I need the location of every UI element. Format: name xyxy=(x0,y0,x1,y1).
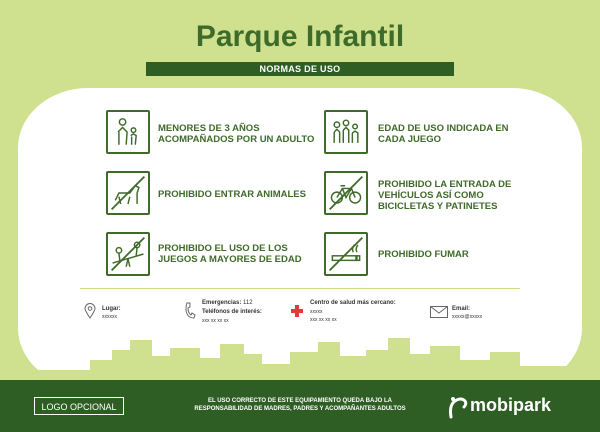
children-ages-icon xyxy=(324,110,368,154)
phones-label: Teléfonos de interés: xyxy=(202,309,262,315)
brand-name: mobipark xyxy=(470,395,552,415)
emergencies-line: Emergencias: 112 xyxy=(202,300,253,306)
adult-with-child-icon xyxy=(106,110,150,154)
health-cross-icon xyxy=(290,304,304,318)
mobipark-logo-icon xyxy=(447,395,469,419)
rule-text: EDAD DE USO INDICADA EN CADA JUEGO xyxy=(378,123,509,145)
phones-value: xxx xx xx xx xyxy=(202,318,229,324)
no-smoking-icon xyxy=(324,232,368,276)
page-title: Parque Infantil xyxy=(195,20,405,53)
phone-icon xyxy=(184,302,196,320)
rule-text: PROHIBIDO FUMAR xyxy=(378,249,469,260)
footer-note-line1: EL USO CORRECTO DE ESTE EQUIPAMIENTO QUEDA BAJO LA xyxy=(207,398,393,404)
no-bicycles-icon xyxy=(324,171,368,215)
subtitle-bar: NORMAS DE USO xyxy=(146,62,454,76)
rule-text: MENORES DE 3 AÑOS ACOMPAÑADOS POR UN ADULTO xyxy=(158,123,315,145)
mail-icon xyxy=(430,306,448,318)
no-dogs-icon xyxy=(106,171,150,215)
divider xyxy=(80,288,520,289)
health-name: xxxxx xyxy=(310,309,323,315)
rule-text: PROHIBIDO EL USO DE LOS JUEGOS A MAYORES DE EDAD xyxy=(158,243,302,265)
email-value: xxxxx@xxxxx xyxy=(452,314,483,320)
health-label: Centro de salud más cercano: xyxy=(310,300,396,306)
rule-text: PROHIBIDO LA ENTRADA DE VEHÍCULOS ASÍ COMO BICICLETAS Y PATINETES xyxy=(378,179,512,212)
rule-text: PROHIBIDO ENTRAR ANIMALES xyxy=(158,189,306,200)
location-value: xxxxxx xyxy=(102,314,117,320)
footer-note-line2: RESPONSABILIDAD DE MADRES, PADRES Y ACOMPAÑANTES ADULTOS xyxy=(194,406,406,412)
no-adults-on-seesaw-icon xyxy=(106,232,150,276)
location-pin-icon xyxy=(84,303,96,319)
health-phone: xxx xx xx xx xyxy=(310,317,337,323)
logo-placeholder: LOGO OPCIONAL xyxy=(34,397,124,415)
footer-note xyxy=(190,397,410,413)
city-skyline xyxy=(0,330,600,382)
email-label: Email: xyxy=(452,306,471,312)
location-label: Lugar: xyxy=(102,306,121,312)
